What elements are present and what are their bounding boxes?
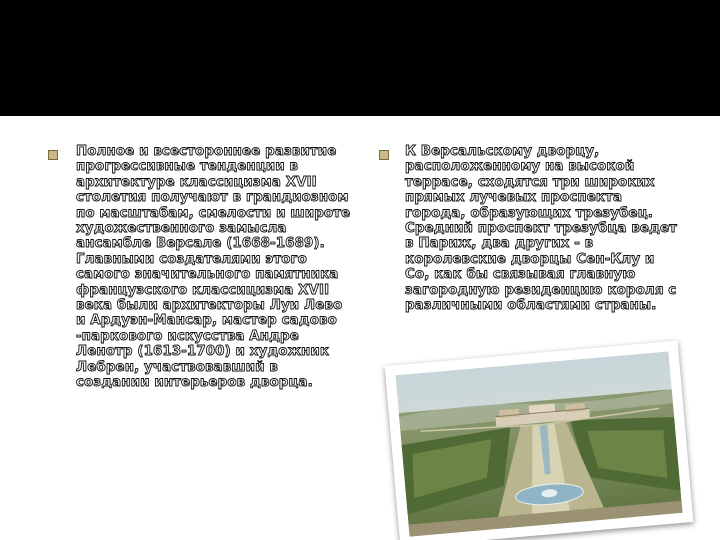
square-bullet-icon: [379, 150, 389, 160]
right-column: [380, 144, 680, 313]
square-bullet-icon: [48, 150, 58, 160]
versailles-panorama-image: [385, 341, 694, 540]
versailles-panorama-illustration: [395, 351, 682, 536]
left-paragraph: Полное и всестороннее развитие прогрессивные тенденции в архитектуре классицизма XVII столетия получают в грандиозном по масштабам, смелости и широте художественного замысла ансамбле Версале (1668-1689). Главными создателями этого самого значительного памятника французского классицизма XVII века были архитекторы Луи Лево и Ардуэн-Мансар, мастер садово -паркового искусства Андре Ленотр (1613-1700) и художник Лебрен, участвовавший в создании интерьеров дворца.: [76, 144, 351, 391]
title-bar: [0, 0, 720, 116]
right-paragraph: К Версальскому дворцу, расположенному на высокой террасе, сходятся три широких прямых лучевых проспекта города, образующих трезубец. Средний проспект трезубца ведет в Париж, два других - в королевские дворцы Сен-Клу и Со, как бы связывая главную загородную резиденцию короля с различными областями страны.: [405, 144, 678, 314]
left-column: [48, 144, 356, 391]
